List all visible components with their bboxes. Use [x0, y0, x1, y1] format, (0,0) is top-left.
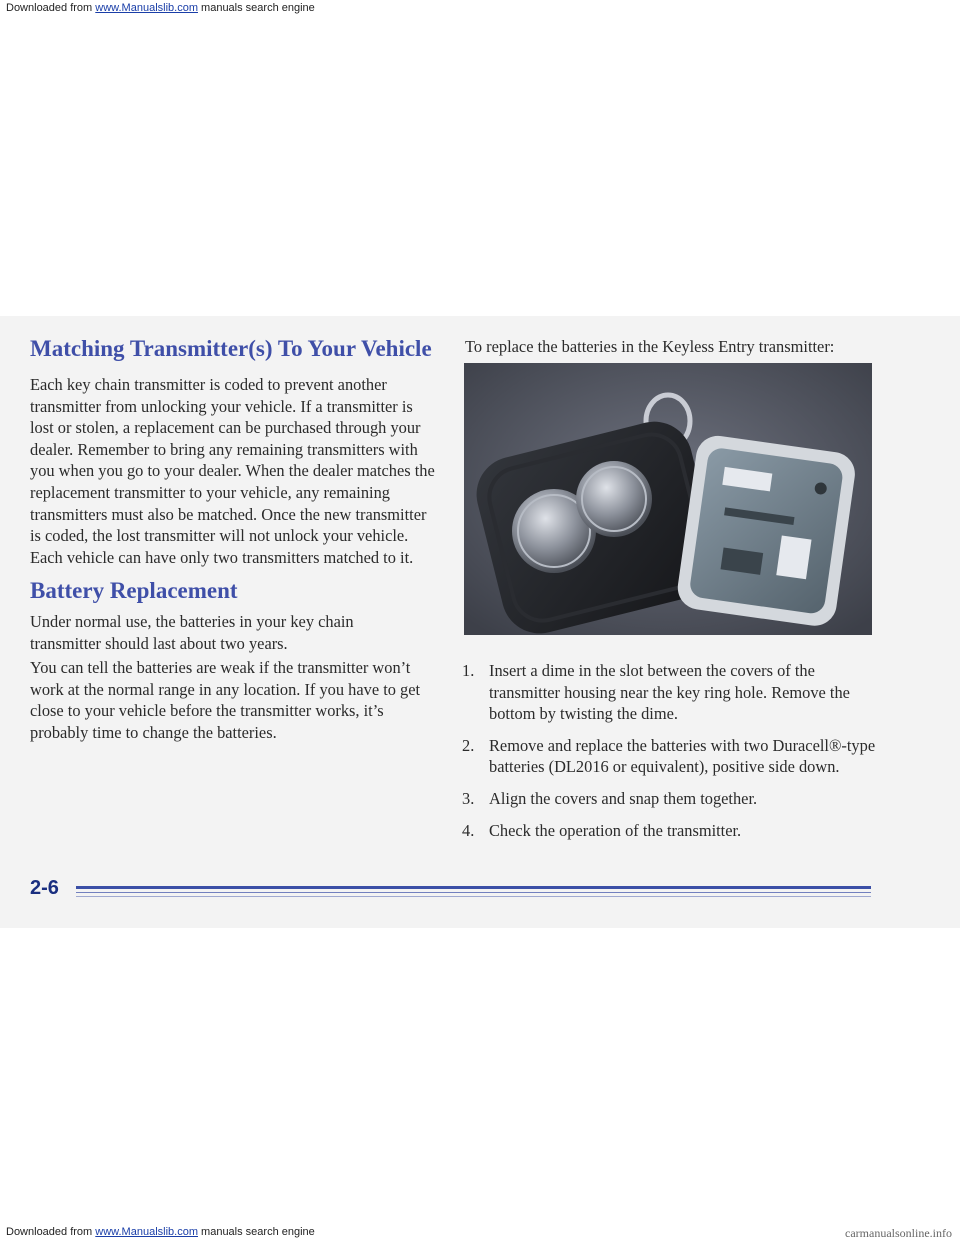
download-banner	[0, 0, 960, 16]
step-text: Check the operation of the transmitter.	[489, 820, 742, 840]
banner-suffix: manuals search engine	[197, 2, 315, 14]
battery-intro: To replace the batteries in the Keyless Entry transmitter:	[465, 337, 835, 356]
step-number: 4.	[462, 820, 475, 840]
step-text: Remove and replace the batteries with two Duracell®-type batteries (DL2016 or equivalent), positive side down.	[489, 735, 876, 777]
footer-manualslib-link[interactable]: www.Manualslib.com	[95, 1226, 198, 1238]
step-item	[440, 820, 880, 842]
step-number: 2.	[462, 735, 475, 755]
page-number: 2-6	[30, 877, 59, 899]
watermark-text: carmanualsonline.info	[845, 1226, 952, 1240]
paragraph-battery-life: Under normal use, the batteries in your key chain transmitter should last about two years.	[30, 612, 354, 653]
step-text: Insert a dime in the slot between the covers of the transmitter housing near the key ring hole. Remove the bottom by twisting the dime.	[489, 661, 850, 724]
footer-rule-mid	[76, 892, 871, 893]
footer-prefix: Downloaded from	[6, 1226, 96, 1238]
banner-prefix: Downloaded from	[6, 2, 96, 14]
step-item	[440, 660, 880, 725]
transmitter-photo	[464, 363, 872, 635]
step-item	[440, 788, 880, 810]
open-transmitter-illustration	[464, 363, 872, 635]
battery-replacement-steps	[440, 660, 880, 851]
footer-rule-bottom	[76, 896, 871, 897]
paragraph-weak-batteries: You can tell the batteries are weak if the transmitter won’t work at the normal range in any location. If you have to get close to your vehicle before the transmitter works, it’s probably time to change the batteries.	[30, 658, 421, 742]
manualslib-link[interactable]: www.Manualslib.com	[95, 2, 198, 14]
heading-battery-replacement: Battery Replacement	[30, 578, 238, 603]
download-footer	[0, 1226, 960, 1242]
footer-rule-top	[76, 886, 871, 889]
paragraph-matching: Each key chain transmitter is coded to prevent another transmitter from unlocking your vehicle. If a transmitter is lost or stolen, a replacement can be purchased through your dealer. Remember to bring any remaining transmitters with you when you go to your dealer. When the dealer matches the replacement transmitter to your vehicle, any remaining transmitters must also be matched. Once the new transmitter is coded, the lost transmitter will not unlock your vehicle. Each vehicle can have only two transmitters matched to it.	[30, 375, 435, 567]
footer-suffix: manuals search engine	[197, 1226, 315, 1238]
heading-matching-transmitters: Matching Transmitter(s) To Your Vehicle	[30, 336, 432, 361]
step-number: 1.	[462, 661, 475, 680]
step-item	[440, 735, 880, 778]
step-number: 3.	[462, 788, 475, 808]
step-text: Align the covers and snap them together.	[489, 788, 758, 808]
